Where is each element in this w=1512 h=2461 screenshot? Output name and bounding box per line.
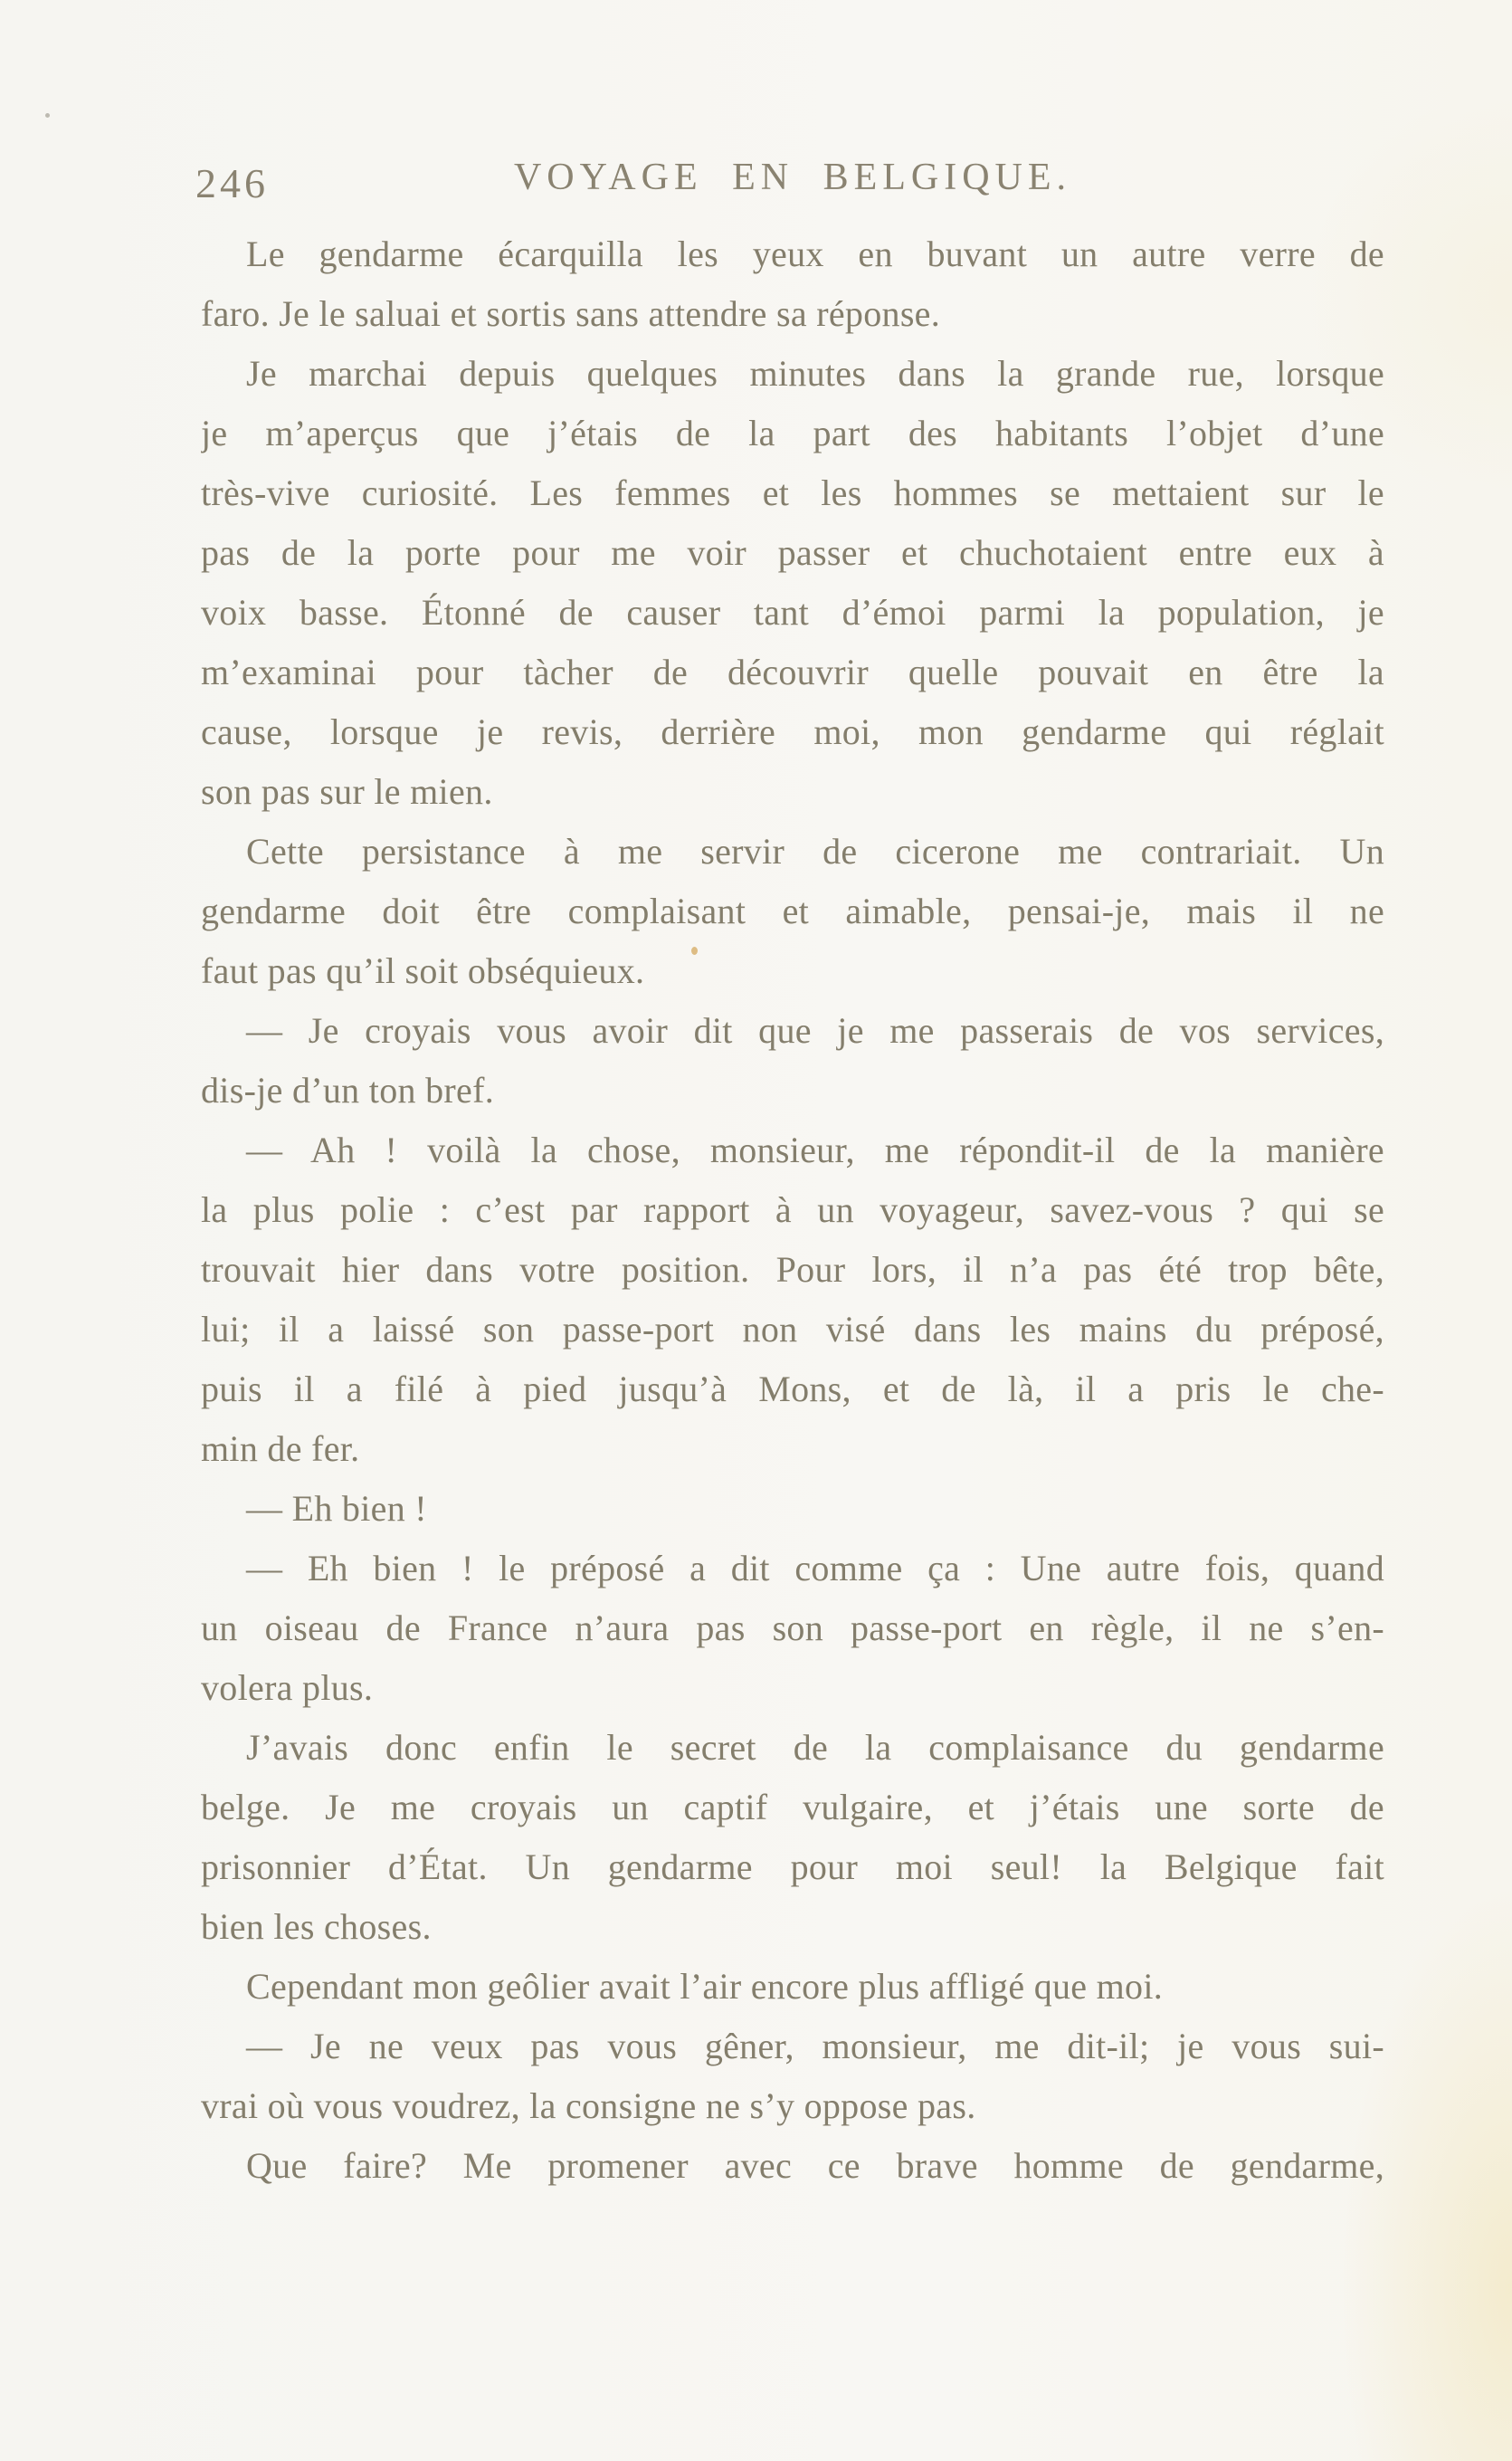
text-block bbox=[201, 224, 1384, 2196]
text-line: lui; il a laissé son passe-port non visé dans les mains du préposé, bbox=[201, 1309, 1384, 1350]
text-line: je m’aperçus que j’étais de la part des habitants l’objet d’une bbox=[201, 413, 1384, 453]
paragraph bbox=[201, 1121, 1384, 1479]
text-line: cause, lorsque je revis, derrière moi, mon gendarme qui réglait bbox=[201, 711, 1384, 752]
text-line: — Eh bien ! le préposé a dit comme ça : Une autre fois, quand bbox=[246, 1548, 1384, 1588]
paragraph bbox=[201, 2017, 1384, 2136]
text-line: min de fer. bbox=[201, 1428, 360, 1469]
text-line: prisonnier d’État. Un gendarme pour moi seul! la Belgique fait bbox=[201, 1846, 1384, 1887]
text-line: volera plus. bbox=[201, 1667, 374, 1708]
text-line: gendarme doit être complaisant et aimable, pensai-je, mais il ne bbox=[201, 891, 1384, 931]
text-line: voix basse. Étonné de causer tant d’émoi parmi la population, je bbox=[201, 592, 1384, 633]
text-line: — Je ne veux pas vous gêner, monsieur, me dit-il; je vous sui- bbox=[246, 2026, 1384, 2066]
paragraph bbox=[201, 1718, 1384, 1957]
text-line: J’avais donc enfin le secret de la complaisance du gendarme bbox=[246, 1727, 1384, 1768]
paragraph bbox=[201, 1957, 1384, 2017]
paragraph bbox=[201, 2136, 1384, 2196]
paragraph bbox=[201, 1001, 1384, 1121]
text-line: Je marchai depuis quelques minutes dans la grande rue, lorsque bbox=[246, 353, 1384, 394]
paragraph bbox=[201, 344, 1384, 822]
text-line: — Je croyais vous avoir dit que je me passerais de vos services, bbox=[246, 1010, 1384, 1051]
text-line: faro. Je le saluai et sortis sans attendre sa réponse. bbox=[201, 293, 941, 334]
text-line: pas de la porte pour me voir passer et chuchotaient entre eux à bbox=[201, 532, 1384, 573]
paragraph bbox=[201, 822, 1384, 1001]
scan-speck bbox=[45, 113, 50, 118]
text-line: Le gendarme écarquilla les yeux en buvant un autre verre de bbox=[246, 234, 1384, 274]
text-line: belge. Je me croyais un captif vulgaire, et j’étais une sorte de bbox=[201, 1787, 1384, 1827]
running-title: VOYAGE EN BELGIQUE. bbox=[513, 157, 1072, 198]
text-line: la plus polie : c’est par rapport à un voyageur, savez-vous ? qui se bbox=[201, 1189, 1384, 1230]
text-line: Que faire? Me promener avec ce brave homme de gendarme, bbox=[246, 2145, 1384, 2186]
text-line: puis il a filé à pied jusqu’à Mons, et de là, il a pris le che- bbox=[201, 1369, 1384, 1409]
page-number: 246 bbox=[195, 160, 269, 206]
text-line: trouvait hier dans votre position. Pour lors, il n’a pas été trop bête, bbox=[201, 1249, 1384, 1290]
text-line: très-vive curiosité. Les femmes et les hommes se mettaient sur le bbox=[201, 472, 1384, 513]
text-line: m’examinai pour tàcher de découvrir quelle pouvait en être la bbox=[201, 652, 1384, 692]
text-line: dis-je d’un ton bref. bbox=[201, 1070, 494, 1111]
text-line: faut pas qu’il soit obséquieux. bbox=[201, 950, 645, 991]
text-line: vrai où vous voudrez, la consigne ne s’y oppose pas. bbox=[201, 2085, 976, 2126]
text-line: bien les choses. bbox=[201, 1906, 432, 1947]
paragraph bbox=[201, 224, 1384, 344]
paragraph bbox=[201, 1539, 1384, 1718]
text-line: Cependant mon geôlier avait l’air encore plus affligé que moi. bbox=[246, 1966, 1164, 2007]
text-line: son pas sur le mien. bbox=[201, 771, 493, 812]
text-line: un oiseau de France n’aura pas son passe-port en règle, il ne s’en- bbox=[201, 1607, 1384, 1648]
paragraph bbox=[201, 1479, 1384, 1539]
text-line: — Eh bien ! bbox=[246, 1488, 427, 1529]
text-line: Cette persistance à me servir de cicerone me contrariait. Un bbox=[246, 831, 1384, 872]
text-line: — Ah ! voilà la chose, monsieur, me répondit-il de la manière bbox=[246, 1130, 1384, 1170]
